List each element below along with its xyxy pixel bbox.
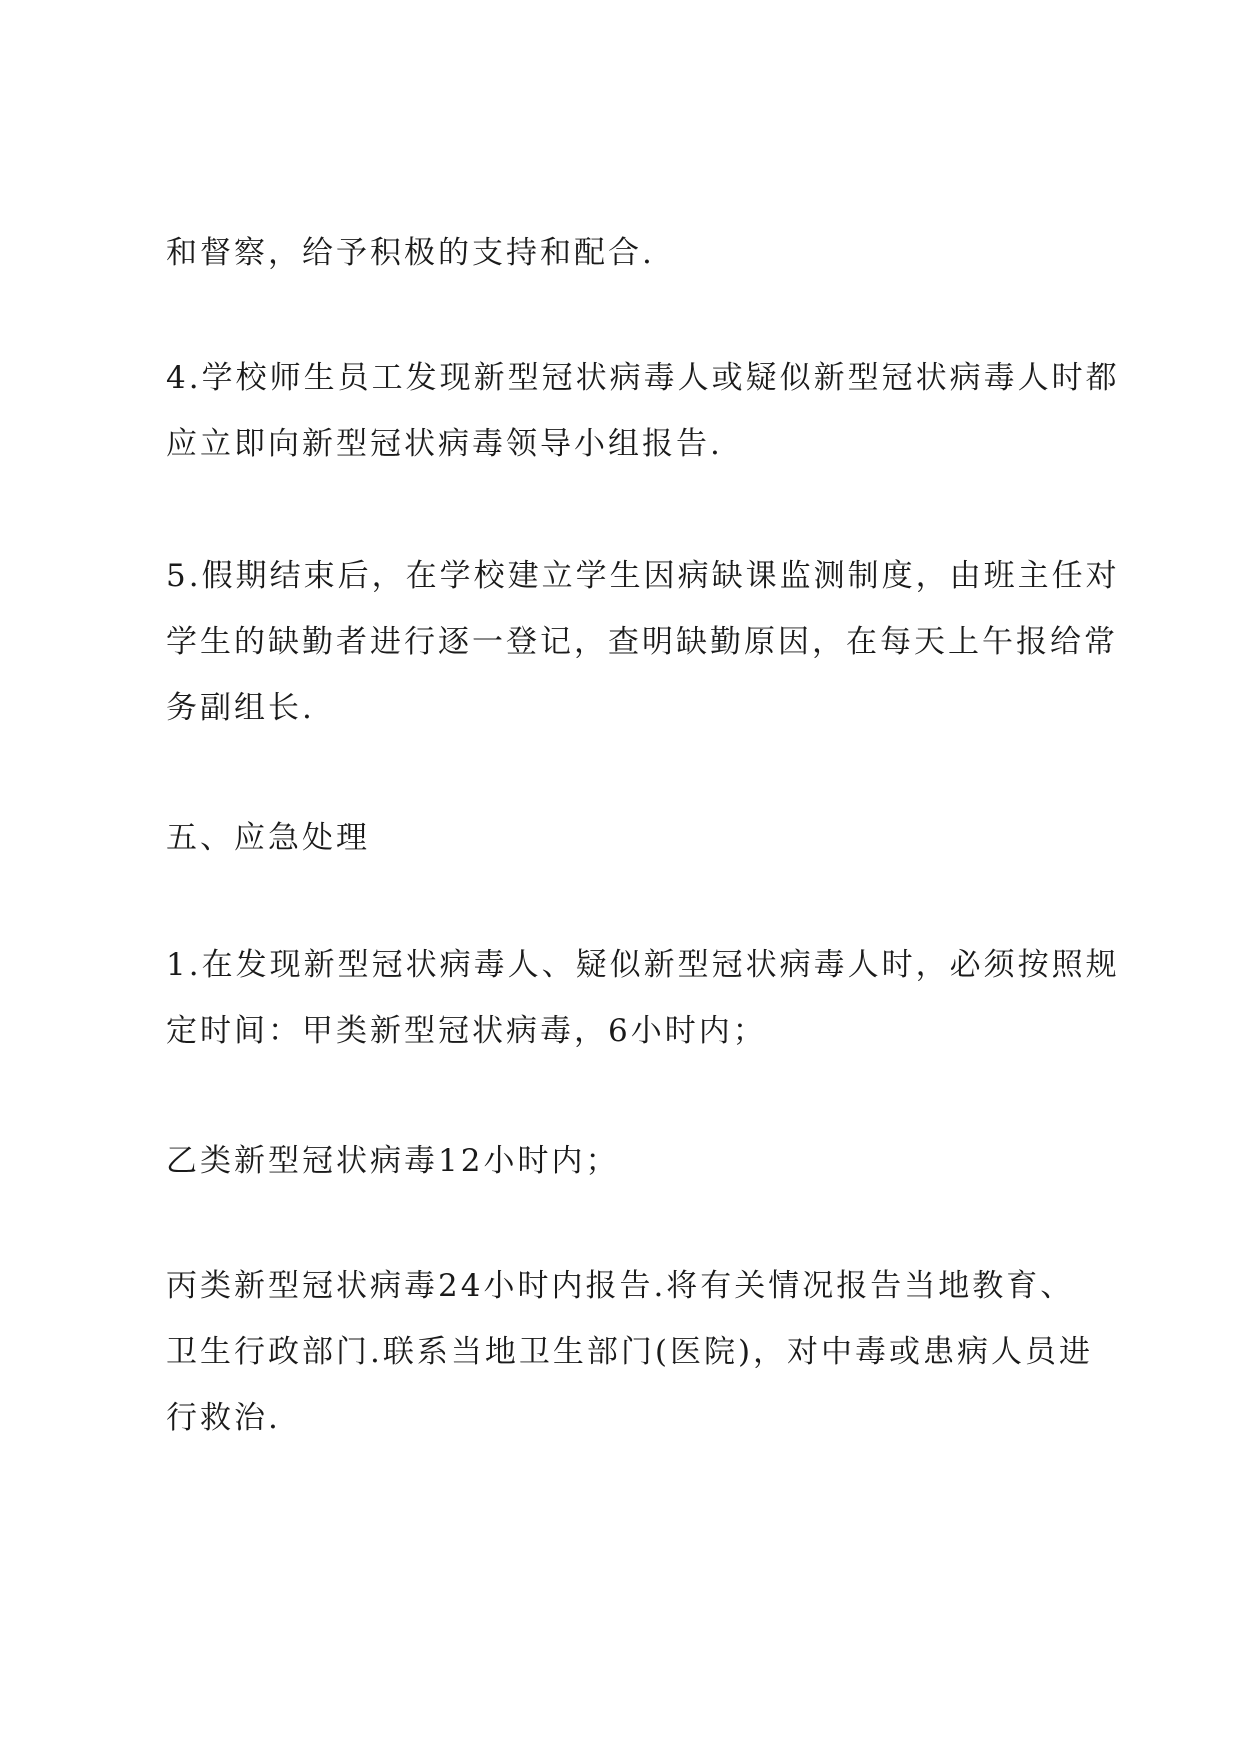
paragraph-line: 卫生行政部门.联系当地卫生部门(医院)，对中毒或患病人员进 bbox=[166, 1334, 1094, 1370]
paragraph-item-1 bbox=[166, 932, 1120, 1064]
paragraph-line: 乙类新型冠状病毒12小时内； bbox=[166, 1143, 620, 1179]
paragraph-continuation bbox=[166, 220, 1096, 286]
paragraph-class-c bbox=[166, 1253, 1096, 1451]
paragraph-line: 学生的缺勤者进行逐一登记，查明缺勤原因，在每天上午报给常 bbox=[166, 624, 1118, 660]
paragraph-line: 和督察，给予积极的支持和配合. bbox=[166, 235, 655, 271]
paragraph-line: 1.在发现新型冠状病毒人、疑似新型冠状病毒人时，必须按照规 bbox=[166, 947, 1120, 983]
paragraph-line: 5.假期结束后，在学校建立学生因病缺课监测制度，由班主任对 bbox=[166, 558, 1120, 594]
paragraph-line: 定时间：甲类新型冠状病毒，6小时内； bbox=[166, 1013, 767, 1049]
section-heading bbox=[166, 805, 1096, 871]
section-heading-text: 五、应急处理 bbox=[166, 820, 370, 856]
paragraph-item-5 bbox=[166, 543, 1120, 741]
paragraph-line: 应立即向新型冠状病毒领导小组报告. bbox=[166, 426, 723, 462]
paragraph-line: 行救治. bbox=[166, 1400, 281, 1436]
paragraph-line: 4.学校师生员工发现新型冠状病毒人或疑似新型冠状病毒人时都 bbox=[166, 360, 1120, 396]
paragraph-item-4 bbox=[166, 345, 1120, 477]
paragraph-line: 丙类新型冠状病毒24小时内报告.将有关情况报告当地教育、 bbox=[166, 1268, 1075, 1304]
paragraph-line: 务副组长. bbox=[166, 690, 315, 726]
paragraph-class-b bbox=[166, 1128, 1096, 1194]
